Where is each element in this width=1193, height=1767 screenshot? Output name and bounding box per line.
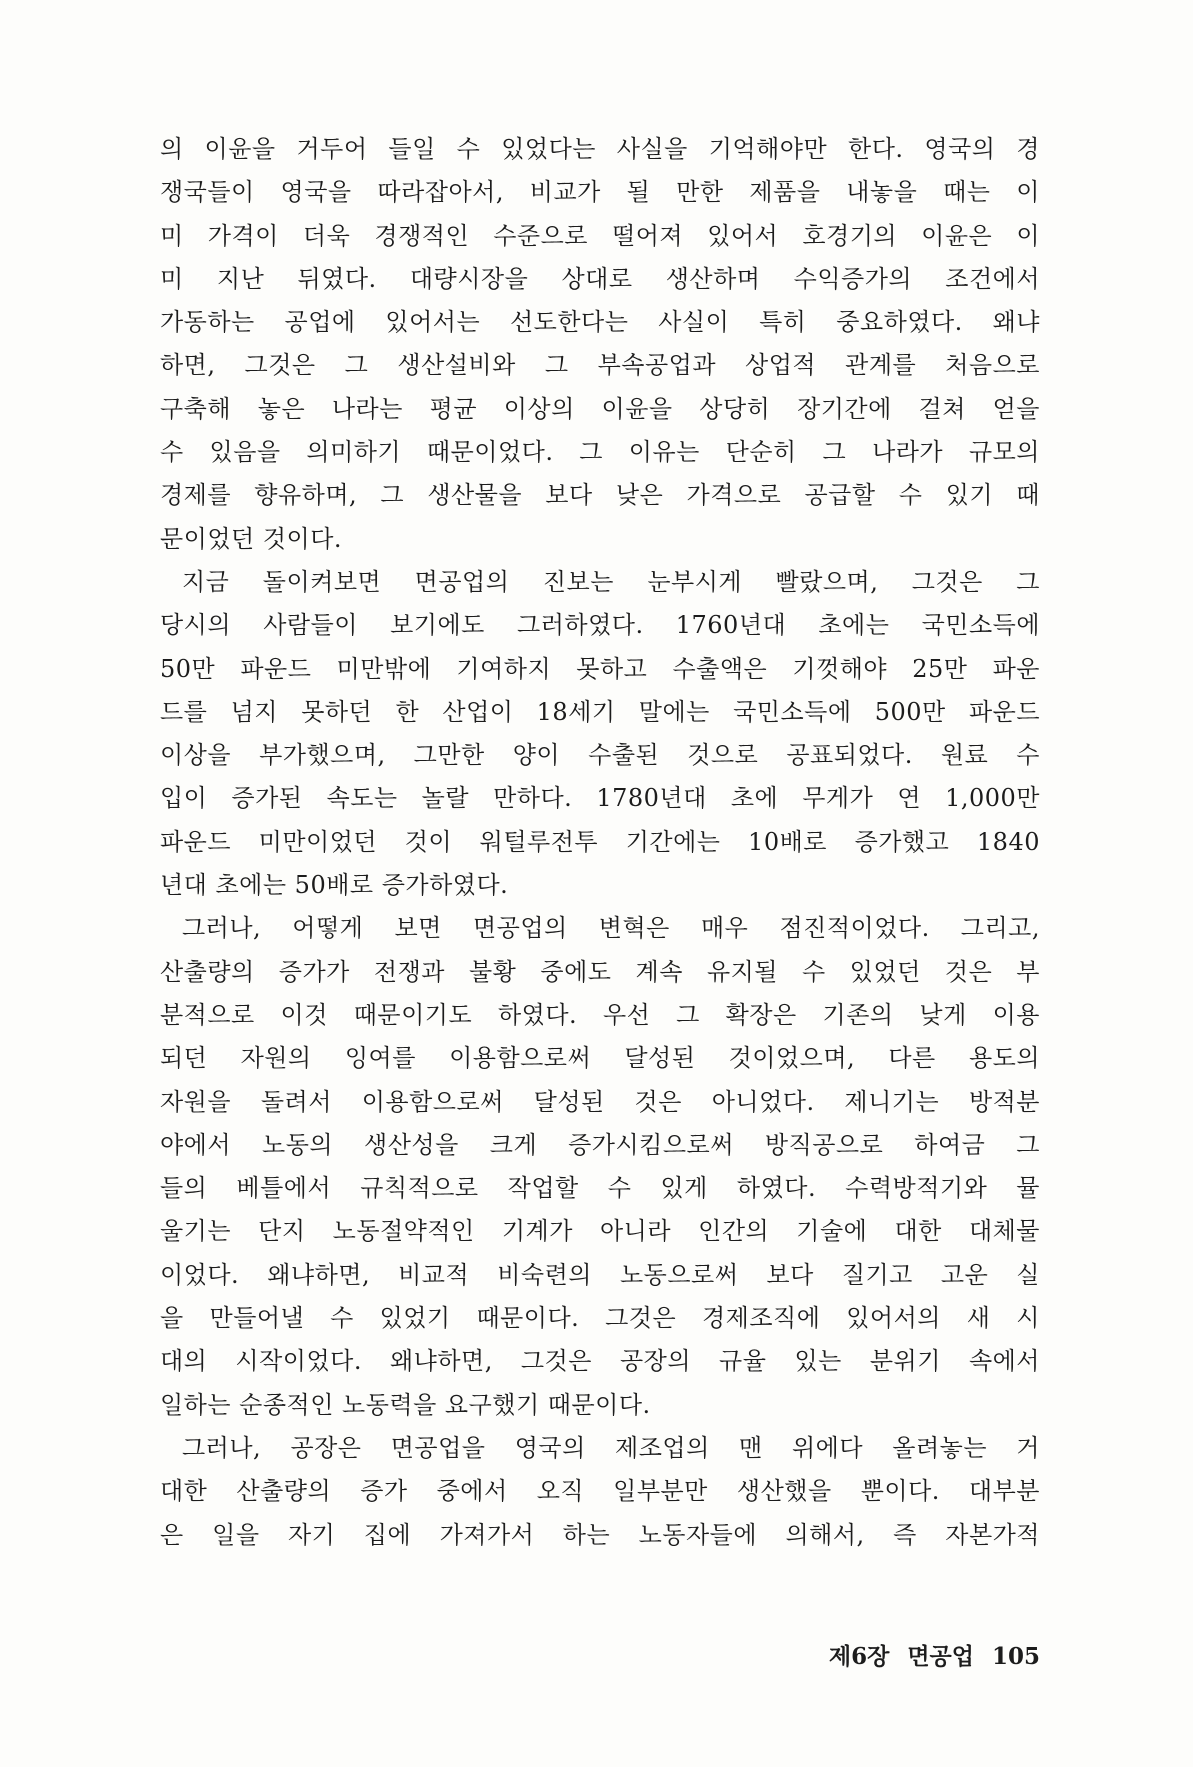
text-line: 입이 증가된 속도는 놀랄 만하다. 1780년대 초에 무게가 연 1,000만 xyxy=(160,784,1040,813)
text-line: 하면, 그것은 그 생산설비와 그 부속공업과 상업적 관계를 처음으로 xyxy=(160,351,1040,380)
text-line: 드를 넘지 못하던 한 산업이 18세기 말에는 국민소득에 500만 파운드 xyxy=(160,697,1040,726)
body-text xyxy=(160,128,1040,1557)
text-line: 미 가격이 더욱 경쟁적인 수준으로 떨어져 있어서 호경기의 이윤은 이 xyxy=(160,221,1040,250)
text-line: 들의 베틀에서 규칙적으로 작업할 수 있게 하였다. 수력방적기와 뮬 xyxy=(160,1174,1040,1203)
text-line: 산출량의 증가가 전쟁과 불황 중에도 계속 유지될 수 있었던 것은 부 xyxy=(160,957,1040,986)
text-line: 문이었던 것이다. xyxy=(160,524,343,553)
text-line: 을 만들어낼 수 있었기 때문이다. 그것은 경제조직에 있어서의 새 시 xyxy=(160,1304,1040,1333)
text-line: 구축해 놓은 나라는 평균 이상의 이윤을 상당히 장기간에 걸쳐 얻을 xyxy=(160,394,1040,423)
text-line: 쟁국들이 영국을 따라잡아서, 비교가 될 만한 제품을 내놓을 때는 이 xyxy=(160,178,1040,207)
text-line: 야에서 노동의 생산성을 크게 증가시킴으로써 방직공으로 하여금 그 xyxy=(160,1130,1040,1159)
chapter-title: 면공업 xyxy=(907,1643,974,1670)
text-line: 이상을 부가했으며, 그만한 양이 수출된 것으로 공표되었다. 원료 수 xyxy=(160,741,1040,770)
text-line: 대한 산출량의 증가 중에서 오직 일부분만 생산했을 뿐이다. 대부분 xyxy=(160,1477,1040,1506)
text-line: 당시의 사람들이 보기에도 그러하였다. 1760년대 초에는 국민소득에 xyxy=(160,611,1040,640)
text-line: 되던 자원의 잉여를 이용함으로써 달성된 것이었으며, 다른 용도의 xyxy=(160,1044,1040,1073)
text-line: 이었다. 왜냐하면, 비교적 비숙련의 노동으로써 보다 질기고 고운 실 xyxy=(160,1260,1040,1289)
text-line: 대의 시작이었다. 왜냐하면, 그것은 공장의 규율 있는 분위기 속에서 xyxy=(160,1347,1040,1376)
text-line: 미 지난 뒤였다. 대량시장을 상대로 생산하며 수익증가의 조건에서 xyxy=(160,264,1040,293)
text-line: 그러나, 공장은 면공업을 영국의 제조업의 맨 위에다 올려놓는 거 xyxy=(182,1433,1040,1462)
text-line: 자원을 돌려서 이용함으로써 달성된 것은 아니었다. 제니기는 방적분 xyxy=(160,1087,1040,1116)
text-line: 은 일을 자기 집에 가져가서 하는 노동자들에 의해서, 즉 자본가적 xyxy=(160,1520,1040,1549)
text-line: 울기는 단지 노동절약적인 기계가 아니라 인간의 기술에 대한 대체물 xyxy=(160,1217,1040,1246)
text-line: 지금 돌이켜보면 면공업의 진보는 눈부시게 빨랐으며, 그것은 그 xyxy=(182,567,1040,596)
text-line: 그러나, 어떻게 보면 면공업의 변혁은 매우 점진적이었다. 그리고, xyxy=(182,914,1040,943)
page-footer xyxy=(700,1638,1040,1671)
text-line: 가동하는 공업에 있어서는 선도한다는 사실이 특히 중요하였다. 왜냐 xyxy=(160,308,1040,337)
text-line: 의 이윤을 거두어 들일 수 있었다는 사실을 기억해야만 한다. 영국의 경 xyxy=(160,135,1040,163)
text-line: 일하는 순종적인 노동력을 요구했기 때문이다. xyxy=(160,1390,651,1419)
chapter-label: 제6장 xyxy=(828,1643,890,1670)
text-line: 수 있음을 의미하기 때문이었다. 그 이유는 단순히 그 나라가 규모의 xyxy=(160,438,1040,467)
text-line: 50만 파운드 미만밖에 기여하지 못하고 수출액은 기껏해야 25만 파운 xyxy=(160,654,1040,683)
text-line: 경제를 향유하며, 그 생산물을 보다 낮은 가격으로 공급할 수 있기 때 xyxy=(160,481,1040,510)
page-number: 105 xyxy=(991,1643,1040,1670)
text-line: 파운드 미만이었던 것이 워털루전투 기간에는 10배로 증가했고 1840 xyxy=(160,827,1040,856)
text-line: 분적으로 이것 때문이기도 하였다. 우선 그 확장은 기존의 낮게 이용 xyxy=(160,1000,1040,1029)
text-line: 년대 초에는 50배로 증가하였다. xyxy=(160,871,509,900)
